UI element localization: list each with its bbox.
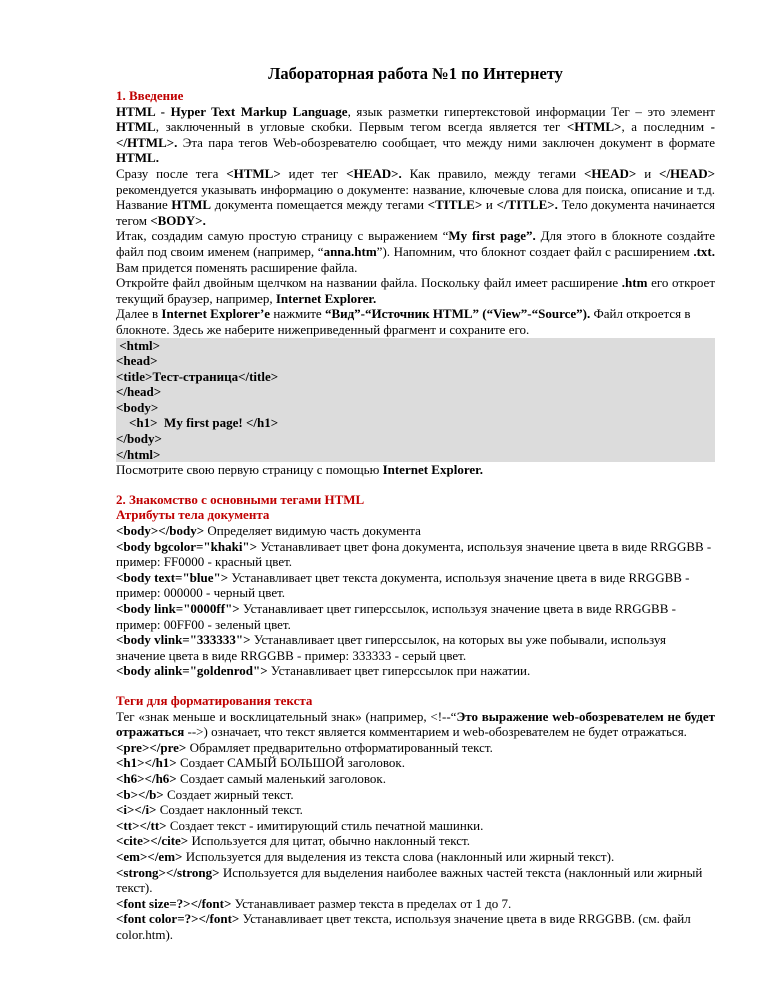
text-run: Посмотрите свою первую страницу с помощью — [116, 462, 383, 478]
list-item — [116, 787, 715, 803]
section-2-heading: 2. Знакомство с основными тегами HTML — [116, 491, 365, 507]
text-run: , язык разметки гипертекстовой информации Тег – это элемент — [347, 103, 715, 119]
text-run: Откройте файл двойным щелчком на названии файла. Поскольку файл имеет расширение — [116, 275, 622, 291]
text-run: Устанавливает размер текста в пределах от 1 до 7. — [231, 895, 512, 911]
list-item — [116, 849, 715, 865]
text-run: Вам придется поменять расширение файла. — [116, 259, 358, 275]
text-run: Создает самый маленький заголовок. — [176, 770, 386, 786]
code-block — [116, 338, 715, 463]
bold-text: Internet Explorer’e — [161, 306, 271, 322]
text-run: Файл откроется в блокноте. Здесь же наберите нижеприведенный фрагмент и сохраните его. — [116, 306, 691, 337]
bold-text: <font color=?></font> — [116, 911, 240, 927]
list-item — [116, 632, 715, 663]
code-line: </html> — [116, 446, 161, 462]
text-run: , а последним — [621, 119, 711, 135]
bold-text: <b></b> — [116, 786, 164, 802]
list-item — [116, 740, 715, 756]
code-line: <body> — [116, 399, 159, 415]
list-item — [116, 755, 715, 771]
subsection-heading: Атрибуты тела документа — [116, 507, 270, 523]
code-line: </head> — [116, 384, 162, 400]
code-line: </body> — [116, 431, 162, 447]
list-item — [116, 818, 715, 834]
text-run: Далее в — [116, 306, 162, 322]
text-run: Устанавливает цвет текста документа, используя значение цвета в виде RRGGBB - пример: 000000 - черный цвет. — [116, 569, 690, 601]
text-run: Определяет видимую часть документа — [204, 523, 421, 539]
code-line: <title>Тест-страница</title> — [116, 368, 279, 384]
text-run: Для этого в блокноте создайте файл под своим именем (например, “ — [116, 228, 715, 259]
bold-text: <HTML> — [226, 165, 281, 181]
bold-text: - </HTML>. — [116, 119, 715, 150]
list-item — [116, 771, 715, 787]
text-run: Тело документа начинается тегом — [116, 197, 715, 228]
document-title: Лабораторная работа №1 по Интернету — [268, 64, 563, 83]
bold-text: Internet Explorer. — [382, 462, 483, 478]
bold-text: My first page”. — [448, 228, 536, 244]
list-item — [116, 833, 715, 849]
bold-text: .htm — [621, 275, 648, 291]
bold-text: <HEAD> — [583, 165, 637, 181]
text-run: его откроет текущий браузер, например, — [116, 275, 715, 306]
paragraph — [116, 462, 715, 478]
text-run: Устанавливает цвет текста, используя значение цвета в виде RRGGBB. (см. файл color.htm). — [116, 911, 691, 942]
paragraph — [116, 306, 715, 337]
bold-text: <body link="0000ff"> — [116, 601, 240, 616]
list-item — [116, 911, 715, 942]
bold-text: Это выражение web-обозревателем не будет отражаться — [116, 708, 715, 740]
text-run: Обрамляет предварительно отформатированный текст. — [186, 739, 493, 755]
list-item — [116, 896, 715, 912]
text-run: Эта пара тегов Web-обозревателю сообщает, что между ними заключен документ в формате — [177, 134, 715, 150]
text-run: Устанавливает цвет гиперссылок, на которых вы уже побывали, используя значение цвета в виде RRGGBB - пример: 333333 - серый цвет. — [116, 632, 667, 663]
section-1-heading: 1. Введение — [116, 88, 184, 103]
list-item — [116, 663, 715, 679]
text-run: Сразу после тега — [116, 165, 227, 181]
text-run: Используется для выделения из текста слова (наклонный или жирный текст). — [182, 848, 615, 864]
text-run: Создает жирный текст. — [163, 786, 294, 802]
paragraph — [116, 228, 715, 275]
text-run: документа помещается между тегами — [211, 197, 428, 213]
bold-text: <HTML> — [566, 119, 622, 135]
text-run: Используется для цитат, обычно наклонный текст. — [188, 833, 470, 849]
bold-text: anna.htm — [323, 243, 377, 259]
text-run: и — [482, 197, 497, 213]
bold-text: <h1></h1> — [116, 755, 177, 771]
bold-text: Internet Explorer. — [275, 290, 377, 306]
text-run: и — [636, 165, 659, 181]
bold-text: <body></body> — [116, 523, 205, 539]
bold-text: <HEAD>. — [346, 165, 402, 181]
bold-text: <strong></strong> — [116, 864, 220, 880]
list-item — [116, 865, 715, 896]
paragraph — [116, 275, 715, 306]
text-run: Как правило, между тегами — [401, 165, 584, 181]
bold-text: <tt></tt> — [116, 817, 167, 833]
list-item — [116, 570, 715, 601]
text-run: , заключенный в угловые скобки. Первым тегом всегда является тег — [155, 119, 567, 135]
bold-text: <body alink="goldenrod"> — [116, 663, 268, 679]
text-run: ”). Напомним, что блокнот создает файл с расширением — [376, 243, 694, 259]
bold-text: <i></i> — [116, 802, 157, 818]
code-line: <head> — [116, 353, 158, 369]
document-page — [116, 64, 715, 942]
bold-text: HTML — [116, 119, 156, 135]
bold-text: .txt. — [693, 243, 716, 259]
code-line: <h1> My first page! </h1> — [116, 415, 279, 431]
bold-text: <body text="blue"> — [116, 569, 229, 585]
text-run: Устанавливает цвет гиперссылок при нажатии. — [267, 663, 531, 679]
paragraph — [116, 104, 715, 166]
bold-text: “Вид”-“Источник HTML” (“View”-“Source”). — [324, 306, 591, 322]
list-item — [116, 539, 715, 570]
text-run: Тег «знак меньше и восклицательный знак» (например, <!--“ — [116, 708, 457, 724]
text-run: Устанавливает цвет гиперссылок, используя значение цвета в виде RRGGBB - пример: 00FF00 - зеленый цвет. — [116, 601, 676, 632]
bold-text: HTML - Hyper Text Markup Language — [116, 103, 348, 119]
bold-text: <em></em> — [116, 848, 183, 864]
bold-text: <h6></h6> — [116, 770, 177, 786]
bold-text: HTML. — [116, 150, 159, 166]
text-run: Создает текст - имитирующий стиль печатной машинки. — [166, 817, 484, 833]
text-run: -->) означает, что текст является комментарием и web-обозревателем не будет отражаться. — [184, 724, 687, 740]
subsection-heading: Теги для форматирования текста — [116, 692, 313, 708]
bold-text: <BODY>. — [150, 212, 206, 228]
bold-text: <font size=?></font> — [116, 895, 232, 911]
bold-text: <body bgcolor="khaki"> — [116, 538, 258, 554]
text-run: Устанавливает цвет фона документа, используя значение цвета в виде RRGGBB - пример: FF0000 - красный цвет. — [116, 538, 712, 570]
paragraph — [116, 166, 715, 228]
text-run: Создает наклонный текст. — [156, 802, 303, 818]
list-item — [116, 523, 715, 539]
code-line: <html> — [116, 337, 161, 353]
list-item — [116, 802, 715, 818]
text-run: Создает САМЫЙ БОЛЬШОЙ заголовок. — [176, 755, 405, 771]
text-run: Используется для выделения наиболее важных частей текста (наклонный или жирный текст). — [116, 864, 703, 896]
bold-text: <body vlink="333333"> — [116, 632, 251, 648]
bold-text: </HEAD> — [659, 165, 715, 181]
paragraph — [116, 709, 715, 740]
text-run: нажмите — [270, 306, 325, 322]
bold-text: <cite></cite> — [116, 833, 189, 849]
text-run: идет тег — [280, 165, 347, 181]
bold-text: </TITLE>. — [496, 197, 558, 213]
text-run: рекомендуется указывать информацию о документе: название, ключевые слова для поиска, описание и т.д. Название — [116, 181, 715, 213]
text-run: Итак, создадим самую простую страницу с выражением “ — [116, 228, 449, 244]
bold-text: <pre></pre> — [116, 739, 187, 755]
list-item — [116, 601, 715, 632]
bold-text: HTML — [171, 197, 212, 213]
bold-text: <TITLE> — [427, 197, 483, 213]
